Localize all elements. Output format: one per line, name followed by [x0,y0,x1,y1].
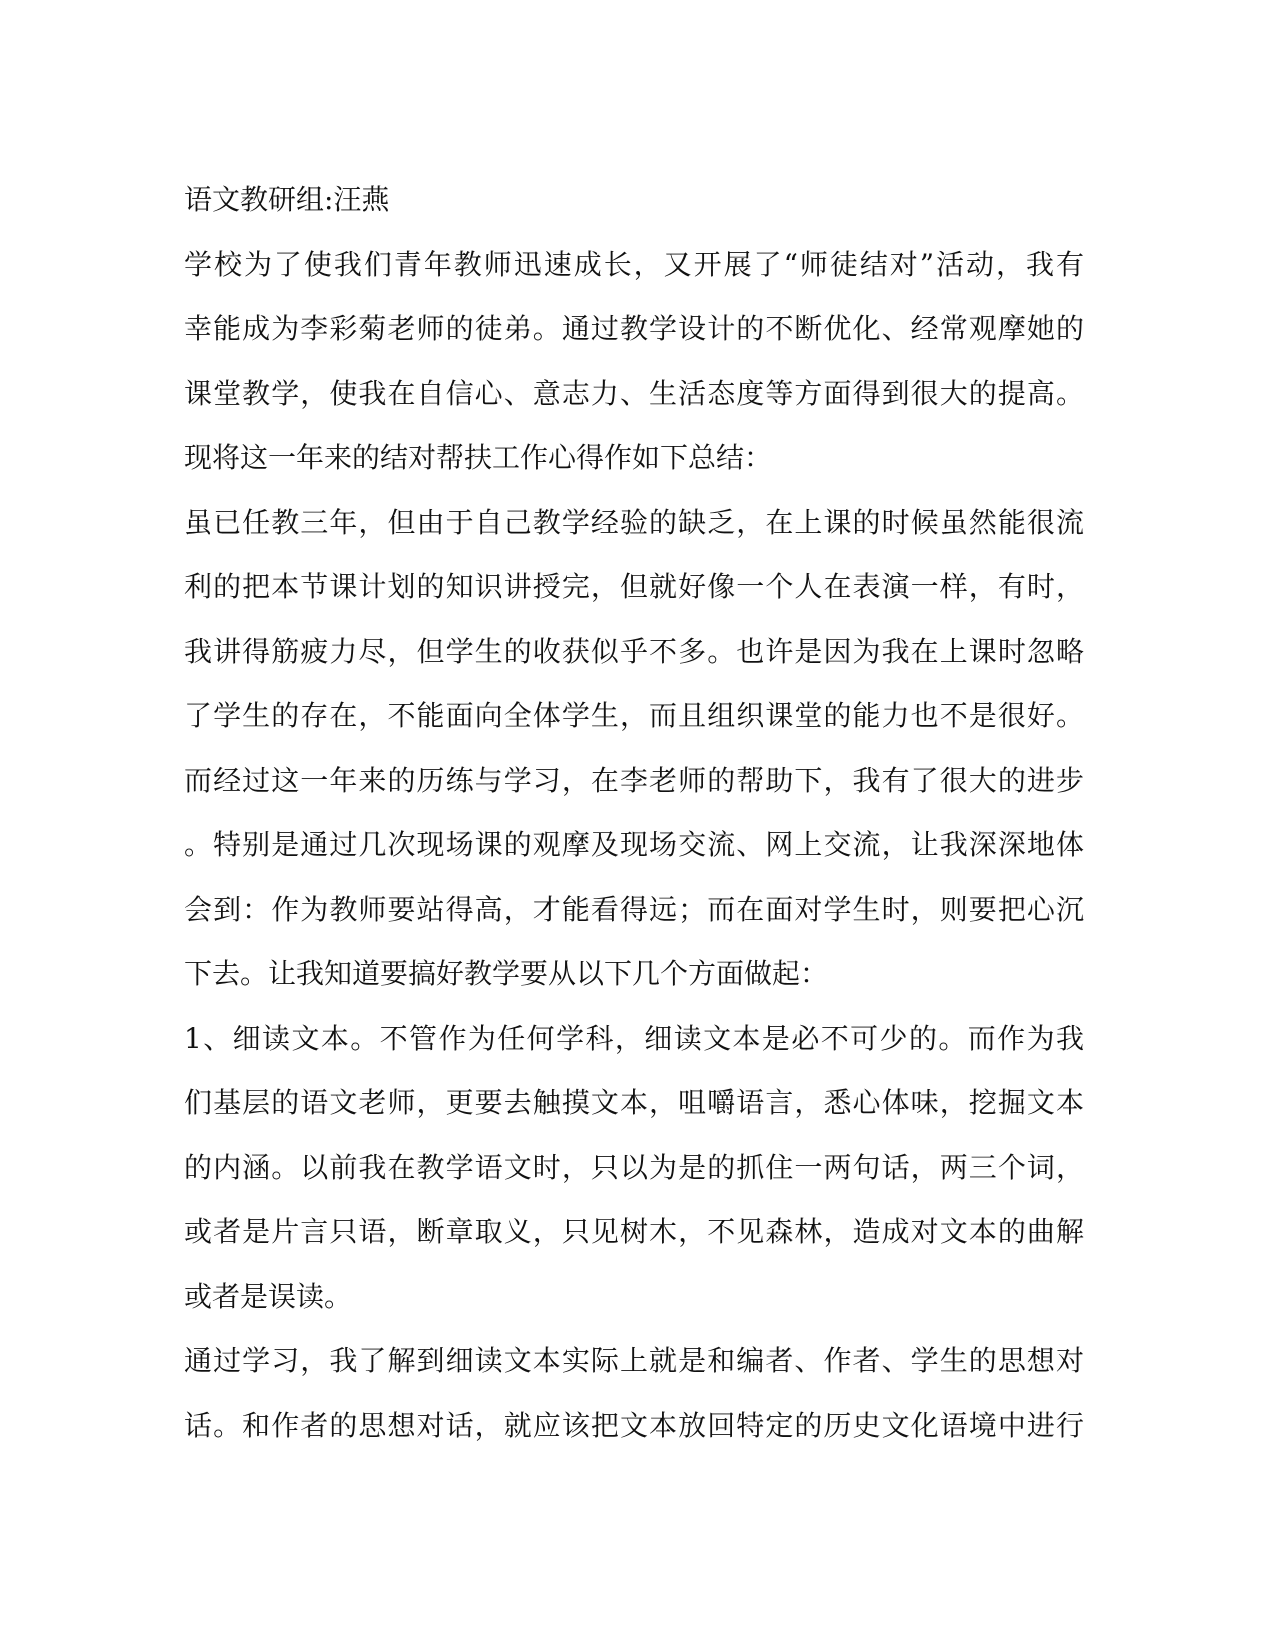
paragraph-line: 通过学习，我了解到细读文本实际上就是和编者、作者、学生的思想对 [184,1344,1084,1377]
paragraph-line: 课堂教学，使我在自信心、意志力、生活态度等方面得到很大的提高。 [184,376,1084,410]
paragraph-line: 利的把本节课计划的知识讲授完，但就好像一个人在表演一样，有时， [184,570,1084,603]
paragraph-line: 的内涵。以前我在教学语文时，只以为是的抓住一两句话，两三个词， [184,1150,1084,1184]
paragraph-line: 或者是片言只语，断章取义，只见树木，不见森林，造成对文本的曲解 [184,1215,1084,1248]
paragraph-line: 幸能成为李彩菊老师的徒弟。通过教学设计的不断优化、经常观摩她的 [184,312,1084,345]
paragraph-line: 虽已任教三年，但由于自己教学经验的缺乏，在上课的时候虽然能很流 [184,505,1084,539]
author-line: 语文教研组:汪燕 [184,183,390,216]
paragraph-line: 下去。让我知道要搞好教学要从以下几个方面做起： [184,957,829,990]
paragraph-line: 。特别是通过几次现场课的观摩及现场交流、网上交流，让我深深地体 [184,828,1084,861]
paragraph-line: 们基层的语文老师，更要去触摸文本，咀嚼语言，悉心体味，挖掘文本 [184,1086,1084,1119]
paragraph-line: 会到：作为教师要站得高，才能看得远；而在面对学生时，则要把心沉 [184,892,1084,926]
paragraph-line: 我讲得筋疲力尽，但学生的收获似乎不多。也许是因为我在上课时忽略 [184,634,1084,668]
paragraph-line: 话。和作者的思想对话，就应该把文本放回特定的历史文化语境中进行 [184,1408,1084,1442]
paragraph-line: 现将这一年来的结对帮扶工作心得作如下总结： [184,441,773,474]
paragraph-line: 1、细读文本。不管作为任何学科，细读文本是必不可少的。而作为我 [184,1021,1084,1055]
paragraph-line: 了学生的存在，不能面向全体学生，而且组织课堂的能力也不是很好。 [184,699,1084,732]
document-body [184,168,1084,1458]
paragraph-line: 或者是误读。 [184,1279,353,1313]
paragraph-line: 而经过这一年来的历练与学习，在李老师的帮助下，我有了很大的进步 [184,763,1084,797]
paragraph-line: 学校为了使我们青年教师迅速成长，又开展了“师徒结对”活动，我有 [184,247,1084,281]
